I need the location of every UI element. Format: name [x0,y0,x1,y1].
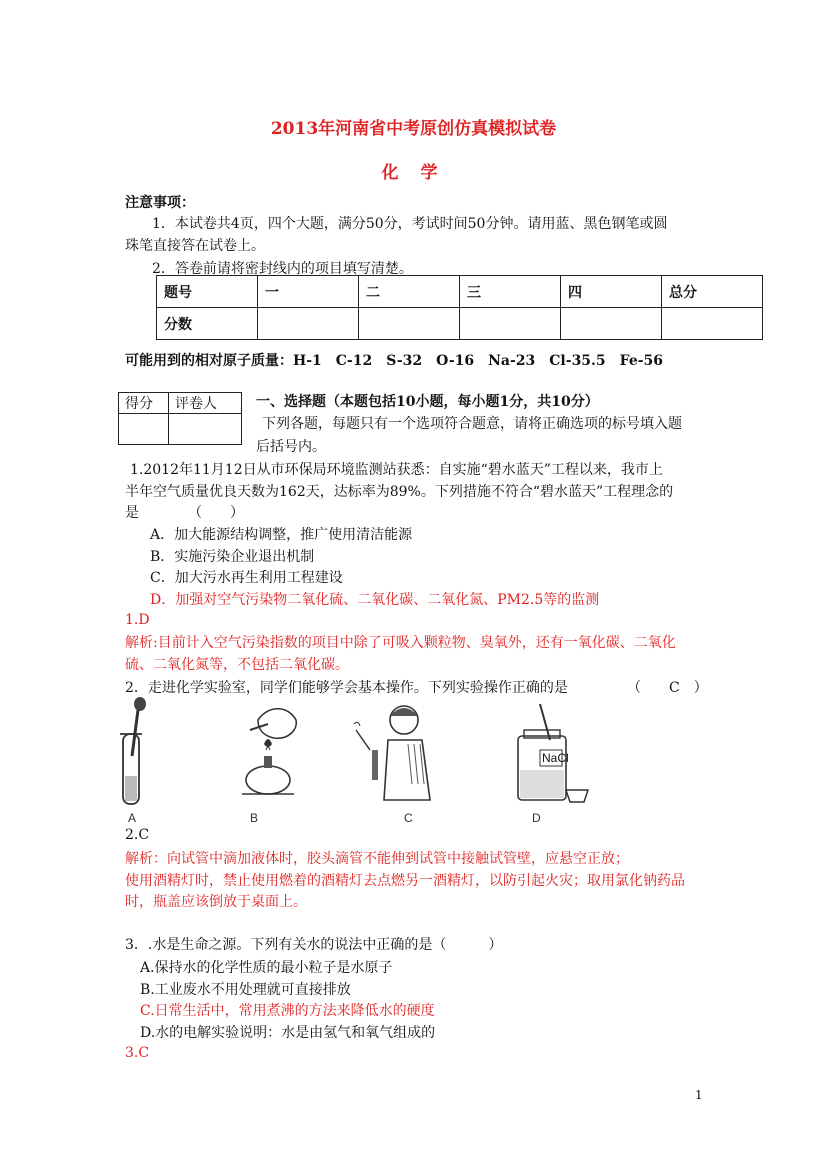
q1-option-d: D．加强对空气污染物二氧化硫、二氧化碳、二氧化氮、PM2.5等的监测 [150,592,600,608]
exam-title: 2013年河南省中考原创仿真模拟试卷 [270,119,557,139]
dropper-glass [132,710,138,756]
q2-answer-bracket: （ C ） [627,680,708,696]
q3-answer: 3.C [125,1045,150,1061]
score-header-cell: 总分 [662,276,763,308]
score-table [156,275,763,340]
notice-heading: 注意事项： [125,195,195,211]
score-header-cell: 题号 [157,276,258,308]
score-table-header-row [157,276,763,308]
subject-title: 化 学 [381,163,446,183]
q2-stem: 2．走进化学实验室，同学们能够学会基本操作。下列实验操作正确的是 [125,680,568,696]
q2-analysis-line-3: 时，瓶盖应该倒放于桌面上。 [125,894,307,910]
q1-option-b: B．实施污染企业退出机制 [150,549,315,565]
notice-item-2: 2．答卷前请将密封线内的项目填写清楚。 [152,261,413,277]
q1-analysis-line-2: 硫、二氧化氮等，不包括二氧化碳。 [125,657,349,673]
q2-figure-a [118,696,158,824]
score-cell [561,308,662,340]
lower-lamp [246,766,290,794]
score-cell [460,308,561,340]
score-row-label: 分数 [157,308,258,340]
score-header-cell: 二 [359,276,460,308]
section-1-instruction-line-1: 下列各题，每题只有一个选项符合题意，请将正确选项的标号填入题 [262,416,682,432]
q2-figure-c [352,700,438,824]
score-header-cell: 四 [561,276,662,308]
q2-analysis-line-1: 解析：向试管中滴加液体时，胶头滴管不能伸到试管中接触试管壁，应悬空正放； [125,851,629,867]
q1-option-a: A．加大能源结构调整，推广使用清洁能源 [150,527,413,543]
dropper-bulb [134,697,146,711]
q2-analysis-line-2: 使用酒精灯时，禁止使用燃着的酒精灯去点燃另一酒精灯，以防引起火灾；取用氯化钠药品 [125,873,685,889]
grader-name-label: 评卷人 [169,393,242,414]
q1-option-c: C．加大污水再生利用工程建设 [150,570,343,586]
q2-label-a: A [128,811,137,824]
grader-score-cell [119,414,169,445]
q1-stem-line-2: 半年空气质量优良天数为162天，达标率为89%。下列措施不符合“碧水蓝天”工程理念的 [125,484,674,500]
jar-lid [566,790,588,802]
upper-lamp [258,709,296,739]
spatula [540,704,550,740]
notice-item-1-line-2: 珠笔直接答在试卷上。 [125,238,265,254]
score-cell [359,308,460,340]
q3-option-a: A.保持水的化学性质的最小粒子是水原子 [140,960,393,976]
q1-analysis-line-1: 解析:目前计入空气污染指数的项目中除了可吸入颗粒物、臭氧外，还有一氧化碳、二氧化 [125,635,676,651]
atomic-masses: 可能用到的相对原子质量：H-1 C-12 S-32 O-16 Na-23 Cl-35.5 Fe-56 [125,353,664,369]
q2-label-d: D [532,811,541,824]
q3-stem: 3．.水是生命之源。下列有关水的说法中正确的是（ ） [125,937,503,953]
q2-answer: 2.C [125,827,150,843]
q1-stem-line-3: 是 （ ） [125,505,244,521]
q1-answer: 1.D [125,612,150,628]
grader-score-label: 得分 [119,393,169,414]
page-number: 1 [695,1088,703,1102]
nacl-label: NaCl [542,751,569,765]
q3-option-c: C.日常生活中，常用煮沸的方法来降低水的硬度 [140,1003,435,1019]
q3-option-b: B.工业废水不用处理就可直接排放 [140,982,351,998]
score-header-cell: 一 [258,276,359,308]
grader-name-cell [169,414,242,445]
section-1-instruction-line-2: 后括号内。 [256,439,326,455]
score-header-cell: 三 [460,276,561,308]
q1-stem-line-1: 1.2012年11月12日从市环保局环境监测站获悉：自实施“碧水蓝天”工程以来，我市上 [130,462,663,478]
notice-item-1-line-1: 1．本试卷共4页，四个大题，满分50分，考试时间50分钟。请用蓝、黑色钢笔或圆 [152,216,668,232]
grader-table [118,392,242,445]
score-table-score-row [157,308,763,340]
score-cell [662,308,763,340]
q2-label-c: C [404,811,413,824]
score-cell [258,308,359,340]
q2-label-b: B [250,811,259,824]
section-1-heading: 一、选择题（本题包括10小题，每小题1分，共10分） [256,394,599,410]
q2-figure-b [228,700,308,824]
q2-figure-d [510,700,596,824]
q3-option-d: D.水的电解实验说明：水是由氢气和氧气组成的 [140,1025,436,1041]
